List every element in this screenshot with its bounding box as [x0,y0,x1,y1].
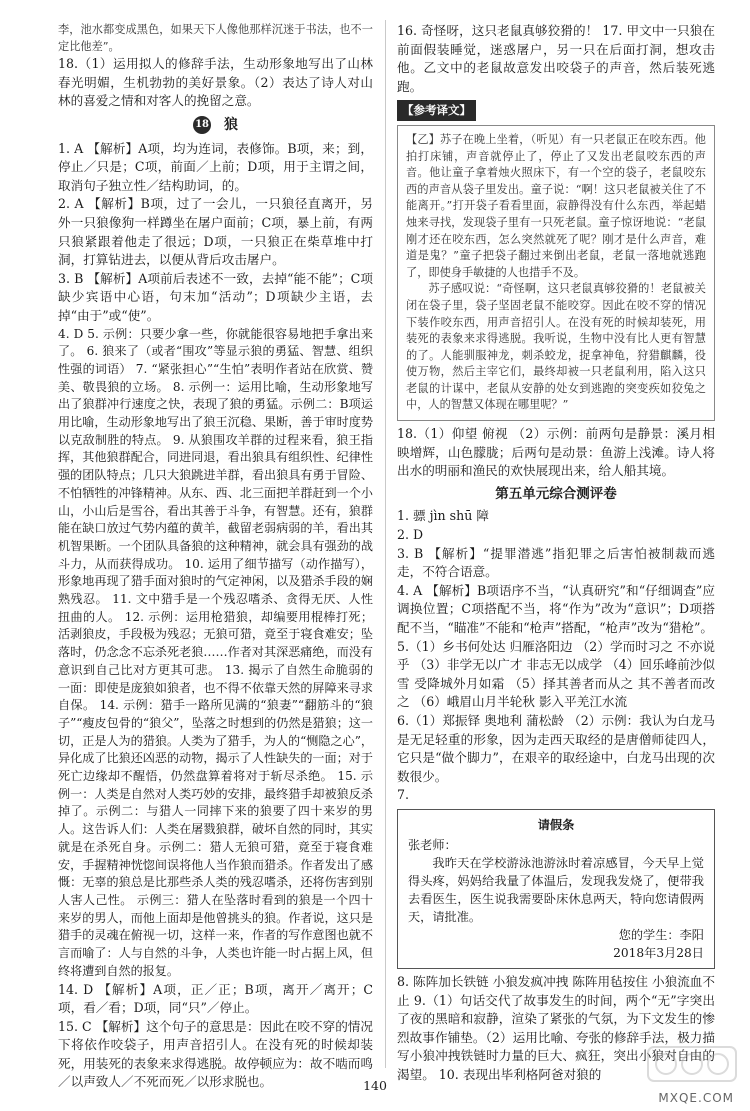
unit-answer-1: 1. 骠 jìn shū 障 [397,508,489,524]
answer-18: 18.（1）仰望 俯视 （2）示例：前两句是静景：溪月相映增辉，山色朦胧；后两句是动景：鱼游上浅滩。诗人将出水的明丽和渔民的欢快展现出来，给人船其境。 [397,426,715,479]
unit-answer-4: 4. A 【解析】B项语序不当，“认真研究”和“仔细调查”应调换位置；C项搭配不当，将“作为”改为“意识”；D项搭配不当，“瞄准”不能和“枪声”搭配，“枪声”改为“猎枪”。 [397,582,715,635]
unit-answer-3: 3. B 【解析】“提罪潜逃”指犯罪之后害怕被制裁而逃走，不符合语意。 [397,545,715,580]
reference-translation-label-row [397,100,715,121]
answer-item: 15. C 【解析】这个句子的意思是：因此在咬不穿的情况下将依作咬袋子，用声音招引人。在没有死的时候却装死，用装死的表象来求得逃脱。故停顿应为：故不啮而鸣／以声致人／不死而死／以形求脱也。 [58,1018,373,1090]
leave-note-body: 我昨天在学校游泳池游泳时着凉感冒，今天早上觉得头疼，妈妈给我量了体温后，发现我发烧了，便带我去看医生，医生说我需要卧床休息两天，特向您请假两天，请批准。 [408,855,704,924]
unit-answer-5: 5.（1）乡书何处达 归雁洛阳边 （2）学而时习之 不亦说乎 （3）非学无以广才 非志无以成学 （4）回乐峰前沙似雪 受降城外月如霜 （5）择其善者而从之 其不善者而改之 （6）峨眉山月半轮秋 影入平羌江水流 [397,638,715,710]
reference-translation-label: 【参考译文】 [397,100,476,121]
reference-translation-para-2: 苏子感叹说：“奇怪啊，这只老鼠真够狡猾的！老鼠被关闭在袋子里，袋子坚固老鼠不能咬穿。因此在咬不穿的情况下装作咬东西，用声音招引人。在没有死的时候却装死，用装死的表象来求得逃脱。我听说，生物中没有比人更有智慧的了。人能驯服神龙，刺杀蛟龙，捉拿神龟，狩猎麒麟，役使万物，然后主宰它们，最终却被一只老鼠利用，陷入这只老鼠的计谋中，老鼠从安静的处女到逃跑的突变疾如狡兔之中，人的智慧又体现在哪里呢？” [406,282,706,412]
answer-item: 2. A 【解析】B项，过了一会儿，一只狼径直离开，另外一只狼像狗一样蹲坐在屠户面前；C项，暴上前，有两只狼紧跟着他走了很远；D项，一只狼正在柴草堆中打洞，打算钻进去，以便从背后攻击屠户。 [58,196,373,268]
unit-answer-8-10: 8. 陈阵加长铁链 小狼发疯冲拽 陈阵用毡按住 小狼流血不止 9.（1）句话交代了故事发生的时间，两个“无”字突出了夜的黑暗和寂静，渲染了紧张的气氛，为下文发生的惨烈故事作铺垫。（2）运用比喻、夸张的修辞手法，极力描写小狼冲拽铁链时力量的巨大、疯狂，突出小狼对自由的渴望。 10. 表现出毕利格阿爸对狼的 [397,973,715,1082]
answer-item: 3. B 【解析】A项前后表述不一致，去掉“能不能”；C项缺少宾语中心语，句末加“活动”；D项缺少主语，去掉“由于”或“使”。 [58,270,373,323]
page-number: 140 [363,1078,387,1093]
unit-answer-2: 2. D [397,527,424,543]
right-column [397,22,715,1085]
leave-note-box [397,809,715,969]
leave-note-salutation: 张老师： [408,837,457,852]
section-title: 狼 [223,116,238,133]
unit-answer-6: 6.（1）郑振铎 奥地利 蒲松龄 （2）示例：我认为白龙马是无足轻重的形象，因为走西天取经的是唐僧师徒四人，它只是“做个脚力”，在艰辛的取经途中，白龙马出现的次数很少。 [397,712,715,784]
answer-item: 14. D 【解析】A项，正／正；B项，离开／离开；C项，看／看；D项，同“只”／停止。 [58,981,373,1016]
section-heading [58,116,373,135]
left-column [58,22,373,1092]
reference-translation-para-1: 【乙】苏子在晚上坐着，（听见）有一只老鼠正在咬东西。他拍打床铺，声音就停止了，停止了又发出老鼠咬东西的声音。他让童子拿着烛火照床下，有一个空的袋子，老鼠咬东西的声音从袋子里发出。童子说：“啊！这只老鼠被关住了不能离开。”打开袋子看看里面，寂静得没有什么东西，举起蜡烛来寻找，发现袋子里有一只死老鼠。童子惊讶地说：“老鼠刚才还在咬东西，怎么突然就死了呢？刚才是什么声音，难道是鬼？”童子把袋子翻过来倒出老鼠，老鼠一落地就逃跑了，即使身手敏捷的人也措手不及。 [406,132,706,279]
reference-translation-box [397,125,715,421]
watermark-text: MXQE.COM [658,1091,734,1105]
leave-note-signature: 您的学生：李阳 [618,927,704,942]
leave-note-date: 2018年3月28日 [613,945,704,960]
section-number-badge: 18 [193,116,211,134]
column-divider [385,20,386,1068]
previous-answer-tail: 李，池水都变成黑色，如果天下人像他那样沉迷于书法，也不一定比他差”。 [58,23,373,53]
answer-item: 4. D 5. 示例：只要少拿一些，你就能很容易地把手拿出来了。 6. 狼来了（或者“围攻”等显示狼的勇猛、智慧、组织性强的词语） 7. “紧张担心”“生怕”表明作者站在欣赏、赞美、敬畏狼的立场。 8. 示例一：运用比喻，生动形象地写出了狼群冲行速度之快，表现了狼的勇猛。示例二：B项运用比喻，生动形象地写出了狼王沉稳、果断，善于审时度势以克敌制胜的特点。 9. 从狼围攻羊群的过程来看，狼王指挥，其他狼群配合，同进同退，看出狼具有组织性、纪律性强的团队特点；几只大狼跳进羊群，看出狼具有勇于冒险、不怕牺牲的冲锋精神。从东、西、北三面把羊群赶到一个小山，小山后是雪谷，看出其善于斗争，有智慧。还有，狼群能在缺口放过气势内蕴的黄羊，截留老弱病弱的羊，看出其机智果断。一个团队具备狼的这种精神，就会具有强劲的战斗力，从而获得成功。 10. 运用了细节描写（动作描写），形象地再现了猎手面对狼时的气定神闲，以及猎杀手段的娴熟残忍。 11. 文中猎手是一个残忍嗜杀、贪得无厌、人性扭曲的人。 12. 示例：运用枪猎狼，却编要用棍棒打死；活剥狼皮，手段极为残忍；无狼可猎，竟至于寝食难安；坠落时，仍念念不忘杀死老狼……作者对其深恶痛绝，而没有意识到自己比对方更其可悲。 13. 揭示了自然生命脆弱的一面：即使是庞狼如狼者，也不得不依靠天然的屏障来寻求自保。 14. 示例：猎手一路所见满的“狼妻”“翻筋斗的“狼子”“瘦皮包骨的“狼父”，坠落之时想到的仍然是猎狼；这一切，正是人为的猎狼。人类为了猎手，为人的“恻隐之心”，异化成了比狼还凶恶的动物，揭示了人性缺失的一面；对于死亡边缘却不醒悟，仍然盘算着将对于斩尽杀绝。 15. 示例一：人类是自然对人类巧妙的安排，最终猎手却被狼反杀掉了。示例二：与猎人一同摔下来的狼要了四十来岁的男人。这告诉人们：人类在屠戮狼群，破坏自然的同时，其实就是在杀死自身。示例二：猎人无狼可猎，竟至于寝食难安，手握精神恍惚间误将他人当作狼而猎杀。作者发出了感慨：无辜的狼总是比那些杀人类的残忍嗜杀，还将伤害到别人害人己性。 示例三：猎人在坠落时看到的狼是一个四十来岁的男人，而他上面却是他曾挑头的狼。作者说，这只是猎手的灵魂在俯视一切，这样一来，作者的写作意图也就不言而喻了：人与自然的斗争，人类也许能一时占据上风，但终将遭到自然的报复。 [58,326,373,978]
leave-note-title: 请假条 [537,817,575,832]
answer-16-17: 16. 奇怪呀，这只老鼠真够狡猾的！ 17. 甲文中一只狼在前面假装睡觉，迷惑屠户，另一只在后面打洞，想攻击他。乙文中的老鼠故意发出咬袋子的声音，然后装死逃跑。 [397,23,715,94]
unit-answer-7: 7. [397,787,410,803]
answer-item: 1. A 【解析】A项，均为连词，表修饰。B项，来；到，停止／只是；C项，前面／上前；D项，用于主谓之间，取消句子独立性／结构助词，的。 [58,140,373,193]
unit-test-title: 第五单元综合测评卷 [495,485,617,502]
answer-18-previous: 18.（1）运用拟人的修辞手法，生动形象地写出了山林春光明媚，生机勃勃的美好景象。（2）表达了诗人对山林的喜爱之情和对客人的挽留之意。 [58,56,373,109]
